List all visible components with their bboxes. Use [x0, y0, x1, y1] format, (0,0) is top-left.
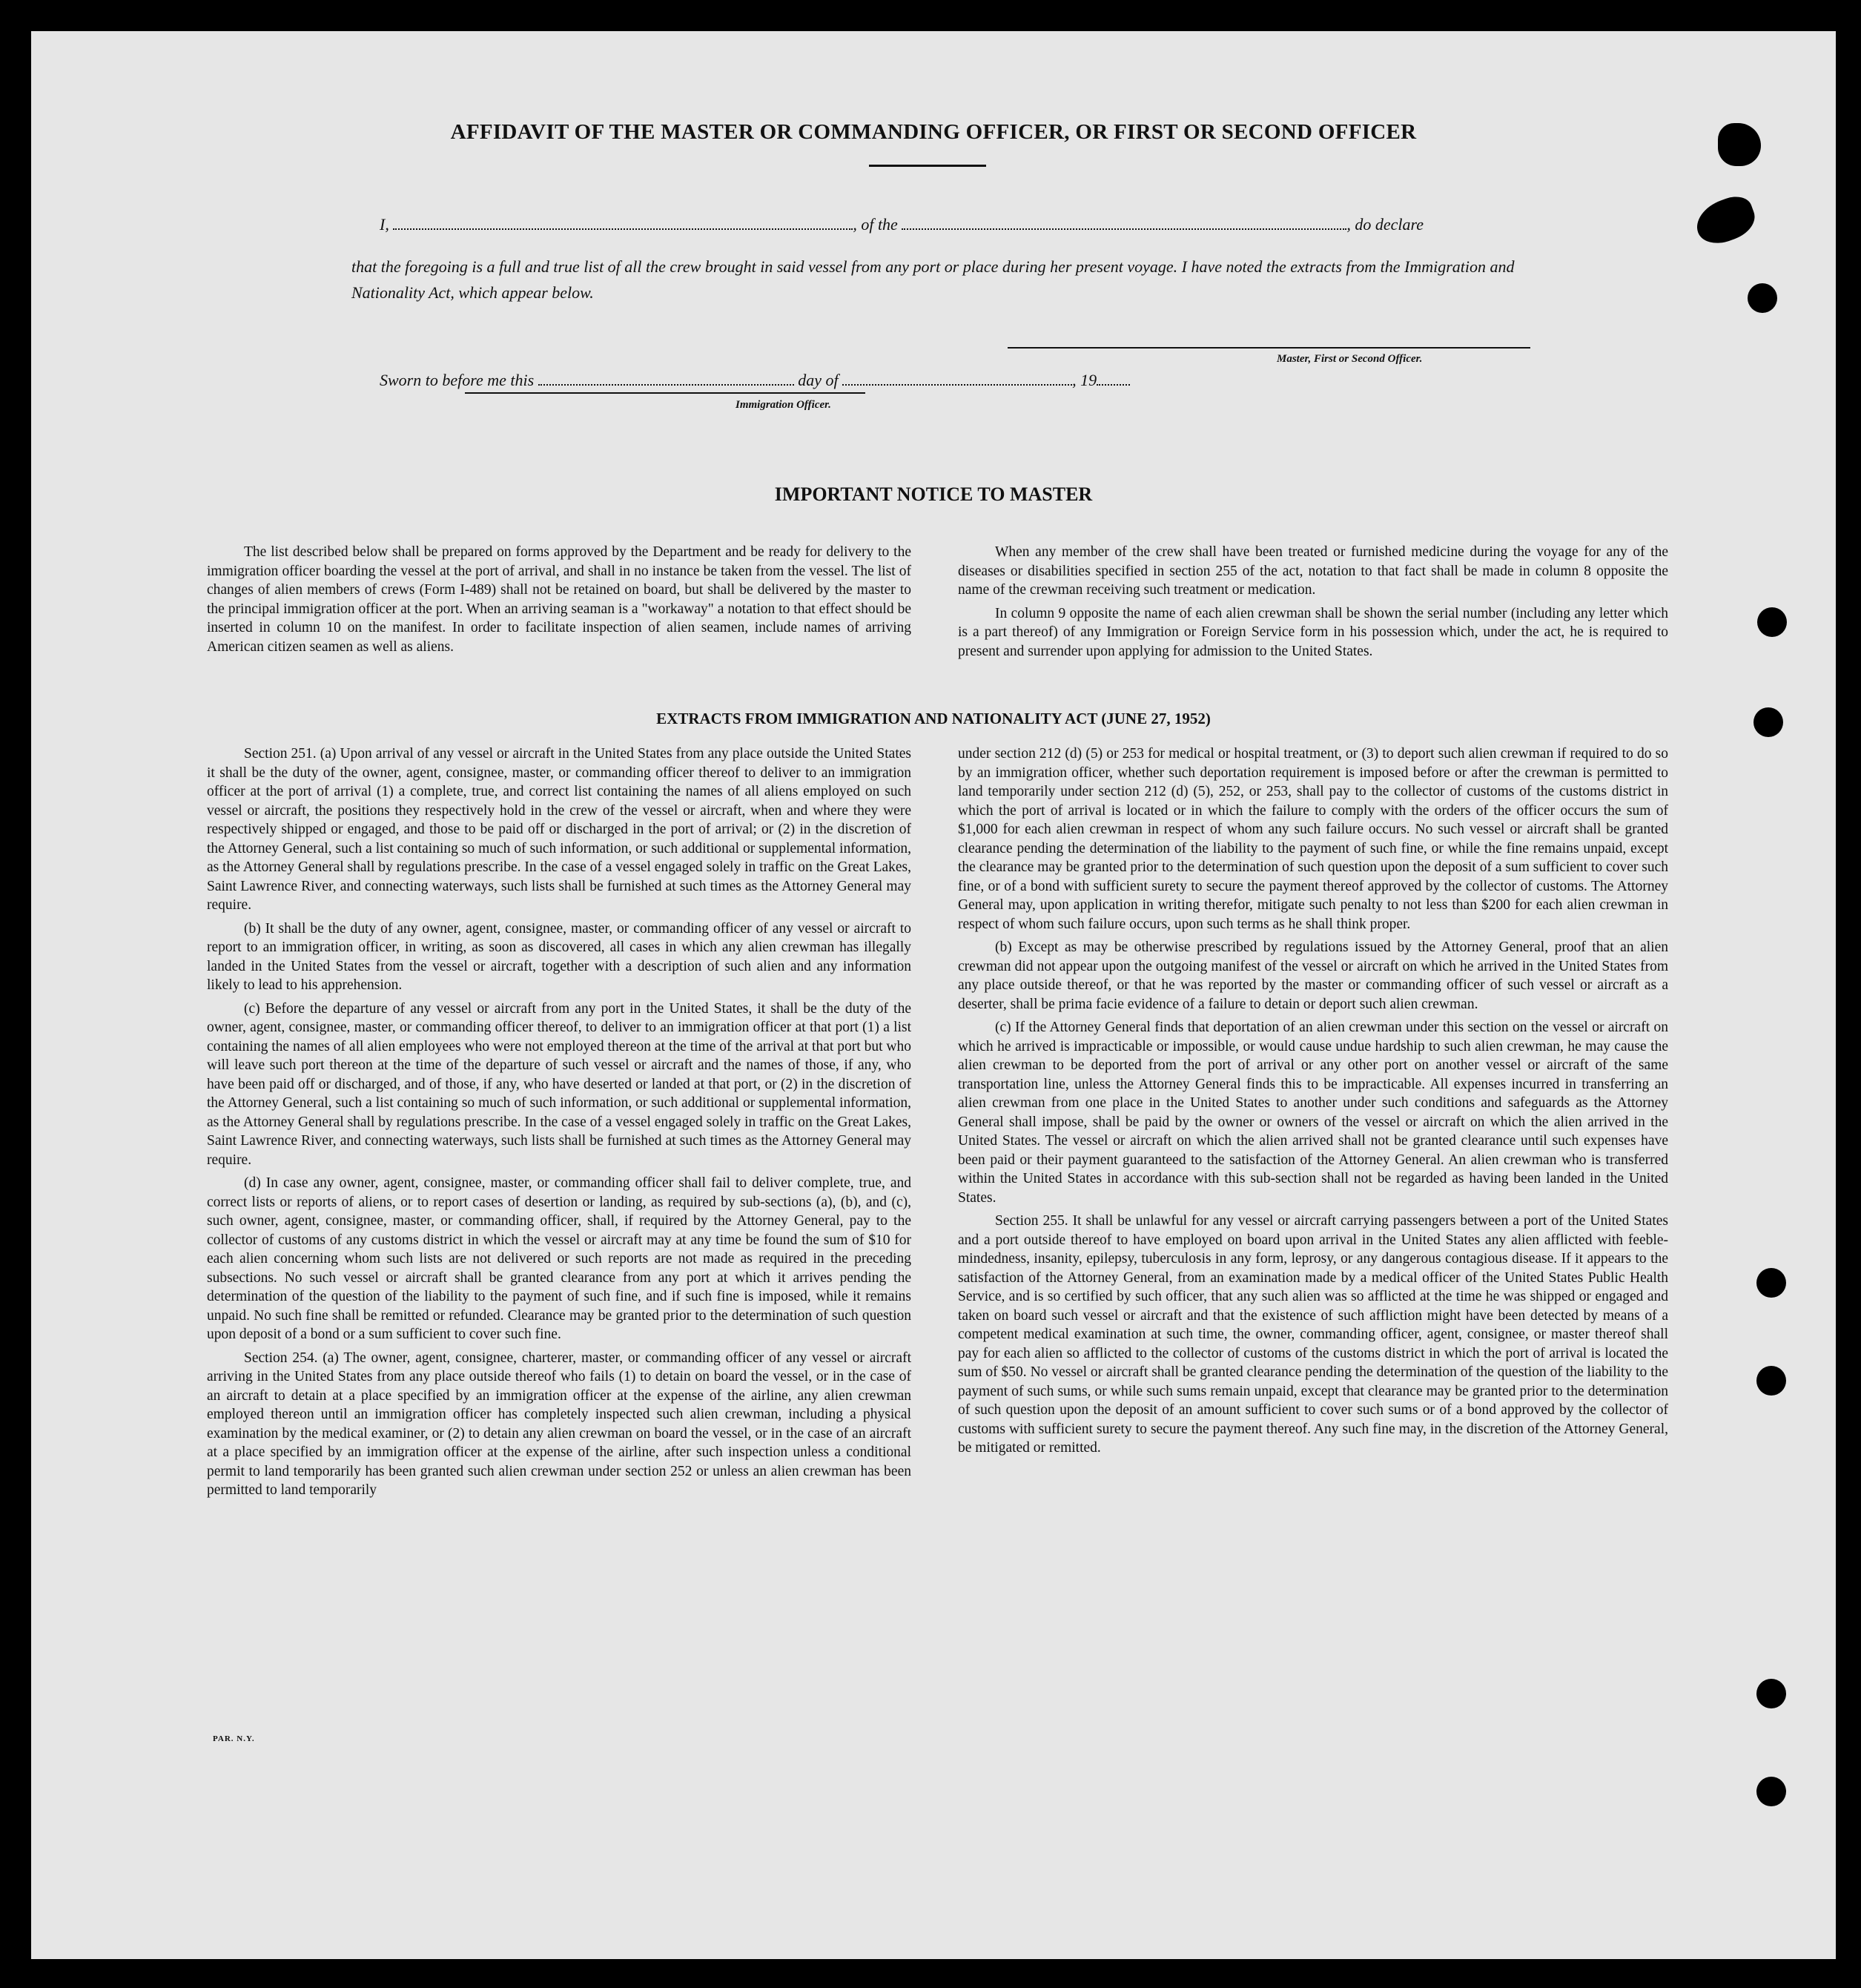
extracts-title: EXTRACTS FROM IMMIGRATION AND NATIONALITY ACT (JUNE 27, 1952) — [656, 710, 1211, 727]
extract-paragraph: Section 251. (a) Upon arrival of any vessel or aircraft in the United States from any place outside the United States it shall be the duty of the owner, agent, consignee, master, or commanding officer thereof to deliver to an immigration officer at the port of arrival (1) a complete, true, and correct list containing the names of all aliens employed on such vessel or aircraft, the positions they respectively hold in the crew of the vessel or aircraft, when and where they were respectively shipped or engaged, and those to be paid off or discharged in the port of arrival; or (2) in the discretion of the Attorney General, such a list containing so much of such information, or such additional or supplemental information, as the Attorney General shall by regulations prescribe. In the case of a vessel engaged solely in traffic on the Great Lakes, Saint Lawrence River, and connecting waterways, such lists shall be furnished at such times as the Attorney General may require. — [207, 746, 911, 913]
sworn-line — [380, 371, 1343, 390]
punch-hole — [1748, 283, 1777, 313]
year-label: , 19 — [1072, 371, 1097, 389]
extract-paragraph: Section 254. (a) The owner, agent, consignee, charterer, master, or commanding officer of any vessel or aircraft arriving in the United States from any place outside thereof who fails (1) to detain on board the vessel, or in the case of an aircraft to detain at a place specified by an immigration officer at the expense of the airline, any alien crewman employed thereon until an immigration officer has completely inspected such alien crewman, including a physical examination by the medical examiner, or (2) to detain any alien crewman on board the vessel, or in the case of an aircraft at a place specified by an immigration officer at the expense of the airline, after such inspection unless a conditional permit to land temporarily has been granted such alien crewman under section 252 or unless an alien crewman has been permitted to land temporarily — [207, 1350, 911, 1498]
notice-title: IMPORTANT NOTICE TO MASTER — [774, 483, 1093, 505]
punch-hole — [1757, 607, 1787, 637]
name-field[interactable] — [393, 218, 853, 230]
page-title: AFFIDAVIT OF THE MASTER OR COMMANDING OFFICER, OR FIRST OR SECOND OFFICER — [450, 120, 1417, 144]
punch-hole-mark — [1690, 191, 1760, 250]
sworn-year-field[interactable] — [1097, 374, 1130, 386]
title-rule — [869, 165, 986, 167]
notice-right-column — [958, 543, 1668, 665]
punch-hole — [1756, 1679, 1786, 1708]
punch-hole — [1753, 707, 1783, 737]
punch-hole — [1756, 1268, 1786, 1298]
punch-hole — [1756, 1366, 1786, 1396]
printer-code: PAR. N.Y. — [213, 1734, 255, 1743]
extracts-left-column — [207, 744, 911, 1505]
extract-paragraph: (b) It shall be the duty of any owner, agent, consignee, master, or commanding officer of any vessel or aircraft to report to an immigration officer, in writing, as soon as discovered, all cases in which any alien crewman has illegally landed in the United States from the vessel or aircraft, together with a description of such alien and any information likely to lead to his apprehension. — [207, 920, 911, 993]
notice-paragraph: When any member of the crew shall have been treated or furnished medicine during the voyage for any of the diseases or disabilities specified in section 255 of the act, notation to that fact shall be made in column 8 opposite the name of the crewman receiving such treatment or medication. — [958, 544, 1668, 598]
master-signature-line[interactable] — [1008, 347, 1530, 349]
day-of-label: day of — [798, 371, 839, 389]
extract-paragraph: (c) Before the departure of any vessel or aircraft from any port in the United States, it shall be the duty of the owner, agent, consignee, master, or commanding officer thereof, to deliver to an immigration officer at that port (1) a list containing the names of all alien employees who were not employed thereon at the time of the arrival at that port but who will leave such port thereon at the time of the departure of such vessel or aircraft and the names of those, if any, who have been paid off or discharged, and of those, if any, who have deserted or landed at that port, or (2) in the discretion of the Attorney General, such a list containing so much of such information, or such additional or supplemental information, as the Attorney General shall by regulations prescribe. In the case of a vessel engaged solely in traffic on the Great Lakes, Saint Lawrence River, and connecting waterways, such lists shall be furnished at such times as the Attorney General may require. — [207, 1000, 911, 1168]
affidavit-declaration-line — [380, 215, 1536, 234]
extract-paragraph: (d) In case any owner, agent, consignee, master, or commanding officer shall fail to deliver complete, true, and correct lists or reports of aliens, or to report cases of desertion or landing, as required by sub-sections (a), (b), and (c), such owner, agent, consignee, master, or commanding officer, shall, if required by the Attorney General, pay to the collector of customs of any customs district in which the vessel or aircraft may at any time be found the sum of $10 for each alien concerning whom such lists are not delivered or such reports are not made as required in the preceding subsections. No such vessel or aircraft shall be granted clearance from any port at which it arrives pending the determination of the question of the liability to the payment of such fine, and if such fine is imposed, while it remains unpaid. No such fine shall be remitted or refunded. Clearance may be granted prior to the determination of such question upon deposit of a bond or a sum sufficient to cover such fine. — [207, 1175, 911, 1342]
extract-paragraph: Section 255. It shall be unlawful for any vessel or aircraft carrying passengers between a port of the United States and a port outside thereof to have employed on board upon arrival in the United States any alien afflicted with feeble-mindedness, insanity, epilepsy, tuberculosis in any form, leprosy, or any dangerous contagious disease. If it appears to the satisfaction of the Attorney General, from an examination made by a medical officer of the United States Public Health Service, and is so certified by such officer, that any such alien was so afflicted at the time he was shipped or engaged and taken on board such vessel or aircraft and that the existence of such affliction might have been detected by means of a competent medical examination at such time, the owner, commanding officer, agent, consignee, or master thereof shall pay for each alien so afflicted to the collector of customs of the customs district in which the port of arrival is located the sum of $50. No vessel or aircraft shall be granted clearance pending the determination of the question of the liability to the payment of such sums, or while such sums remain unpaid, except that clearance may be granted prior to the determination of such question upon the deposit of an amount sufficient to cover such sums or of a bond approved by the collector of customs with sufficient surety to secure the payment thereof. Any such fine may, in the discretion of the Attorney General, be mitigated or remitted. — [958, 1213, 1668, 1456]
document-page — [31, 31, 1836, 1959]
punch-hole-mark — [1718, 123, 1761, 166]
affidavit-statement: that the foregoing is a full and true list of all the crew brought in said vessel from any port or place during her present voyage. I have noted the extracts from the Immigration and Nationality Act, which appear below. — [351, 257, 1515, 302]
sworn-month-field[interactable] — [842, 374, 1072, 386]
notice-paragraph: In column 9 opposite the name of each alien crewman shall be shown the serial number (including any letter which is a part thereof) of any Immigration or Foreign Service form in his possession which, under the act, he is required to present and surrender upon applying for admission to the United States. — [958, 605, 1668, 659]
notice-paragraph: The list described below shall be prepared on forms approved by the Department and be ready for delivery to the immigration officer boarding the vessel at the port of arrival, and shall in no instance be taken from the vessel. The list of changes of alien members of crews (Form I-489) shall not be retained on board, but shall be delivered by the master to the principal immigration officer at the port. When an arriving seaman is a "workaway" a notation to that effect should be inserted in column 10 on the manifest. In order to facilitate inspection of alien seamen, include names of arriving American citizen seamen as well as aliens. — [207, 544, 911, 655]
extract-paragraph: (b) Except as may be otherwise prescribed by regulations issued by the Attorney General, proof that an alien crewman did not appear upon the outgoing manifest of the vessel or aircraft on which he arrived in the United States from any place outside thereof, or that he was reported by the master or commanding officer of such vessel or aircraft as a deserter, shall be prima facie evidence of a failure to detain or deport such alien crewman. — [958, 939, 1668, 1012]
immigration-signature-line[interactable] — [465, 392, 865, 394]
extract-paragraph: under section 212 (d) (5) or 253 for medical or hospital treatment, or (3) to deport such alien crewman if required to do so by an immigration officer, whether such deportation requirement is imposed before or after the crewman is permitted to land temporarily under section 212 (d) (5), 252, or 253, shall pay to the collector of customs of the customs district in which the port of arrival is located or in which the failure to comply with the orders of the officer occurs the sum of $1,000 for each alien crewman in respect of whom any such failure occurs. No such vessel or aircraft shall be granted clearance pending the determination of the liability to the payment of such fine, or while the fine remains unpaid, except the clearance may be granted prior to the determination of such question upon the deposit of a sum sufficient to cover such fine, or of a bond with sufficient surety to secure the payment thereof approved by the collector of customs. The Attorney General may, upon application in writing therefor, mitigate such penalty to not less than $200 for each alien crewman in respect of whom such failure occurs, upon such terms as he shall think proper. — [958, 746, 1668, 932]
immigration-signature-label: Immigration Officer. — [736, 399, 831, 411]
punch-hole — [1756, 1777, 1786, 1806]
extract-paragraph: (c) If the Attorney General finds that deportation of an alien crewman under this section on the vessel or aircraft on which he arrived is impracticable or impossible, or would cause undue hardship to such alien crewman, he may cause the alien crewman to be deported from the port of arrival or any other port on another vessel or aircraft of the same transportation line, unless the Attorney General finds this to be impracticable. All expenses incurred in transferring an alien crewman from one place in the United States to another under such conditions and safeguards as the Attorney General shall impose, shall be paid by the owner or owners of the vessel or aircraft on which the alien arrived in the United States. The vessel or aircraft on which the alien arrived shall not be granted clearance until such expenses have been paid or their payment guaranteed to the satisfaction of the Attorney General. An alien crewman who is transferred within the United States in accordance with this sub-section shall not be regarded as having been landed in the United States. — [958, 1020, 1668, 1206]
extracts-right-column — [958, 744, 1668, 1462]
affidavit-do-declare: , do declare — [1346, 215, 1424, 234]
master-signature-label: Master, First or Second Officer. — [1277, 353, 1423, 365]
affidavit-i: I, — [380, 215, 389, 234]
sworn-day-field[interactable] — [538, 374, 794, 386]
vessel-field[interactable] — [902, 218, 1346, 230]
sworn-before-label: Sworn to before me this — [380, 371, 535, 389]
notice-left-column — [207, 543, 911, 661]
affidavit-of-the: , of the — [853, 215, 898, 234]
